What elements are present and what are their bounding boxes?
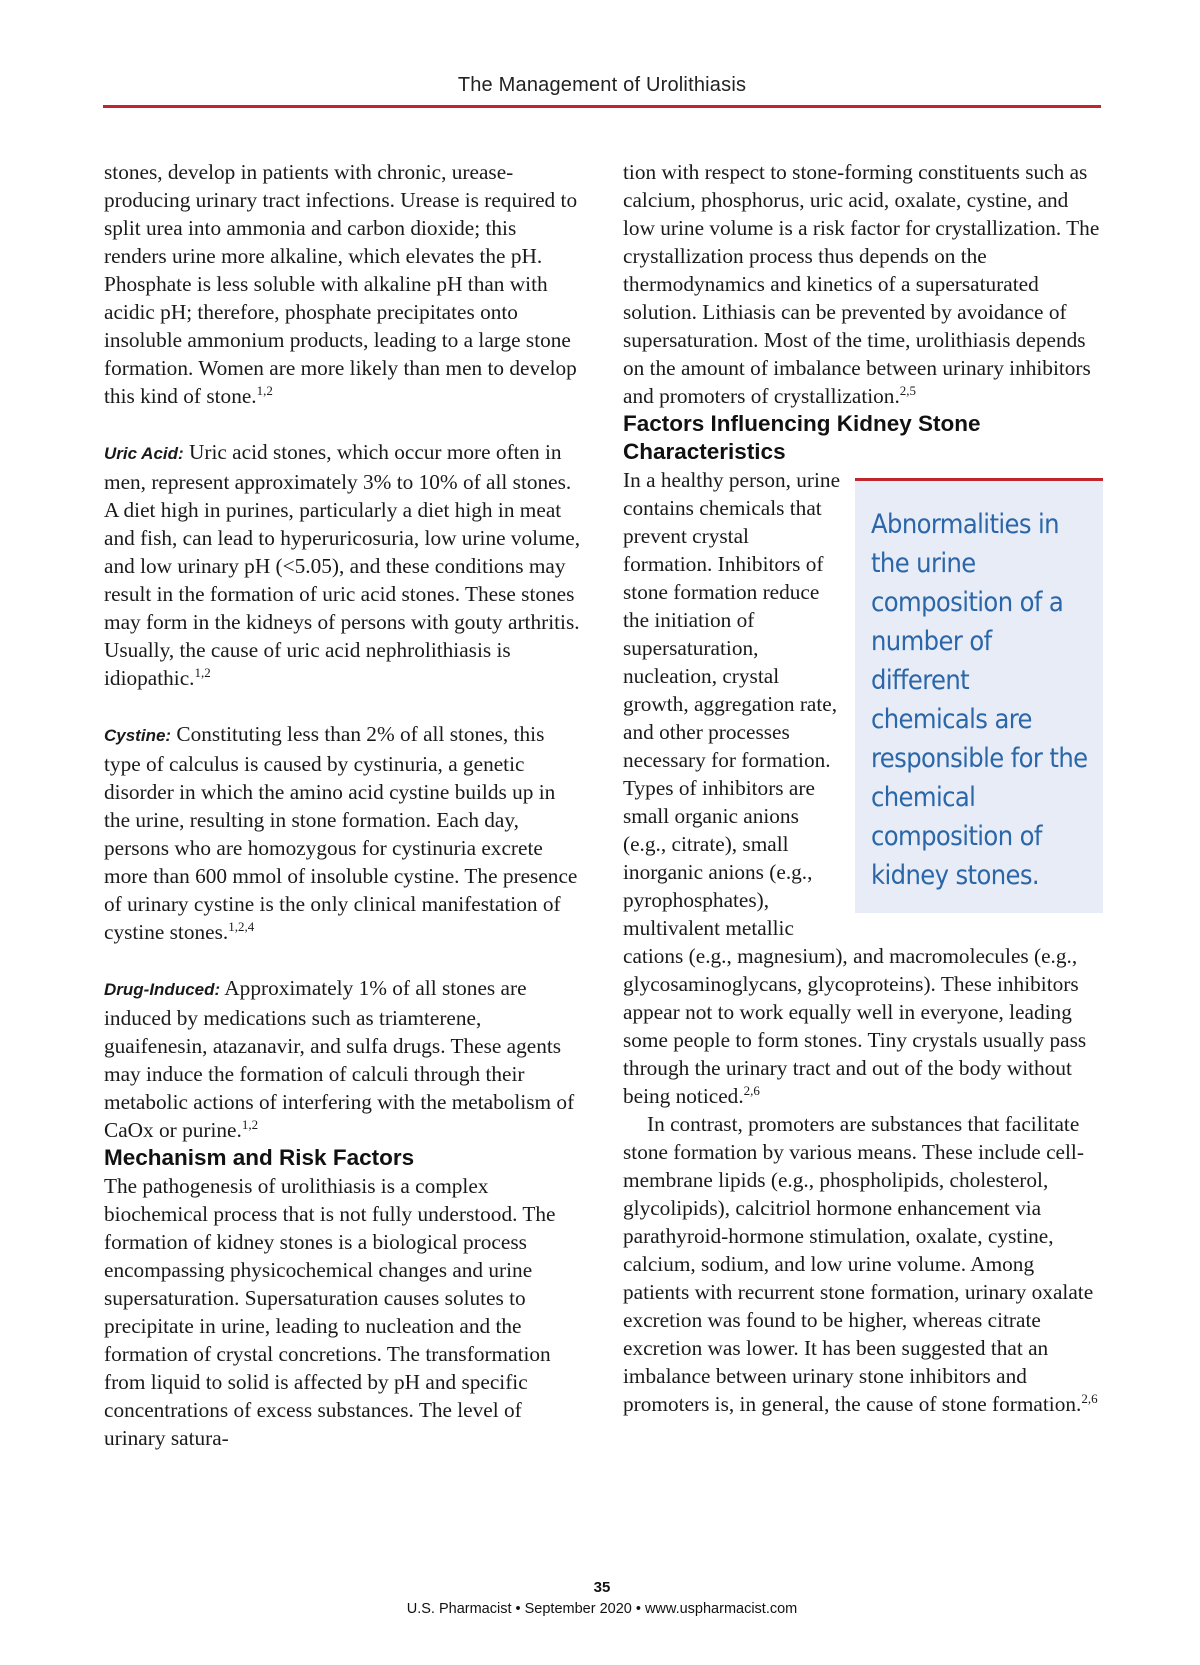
pull-quote-text: Abnormalities in the urine composition of a number of different chemicals are responsible for the chemical composition of kidney stones. — [871, 509, 1088, 891]
cystine-label: Cystine: — [104, 726, 172, 745]
cystine-text: Constituting less than 2% of all stones, this type of calculus is caused by cystinuria, a genetic disorder in which the amino acid cystine builds up in the urine, resulting in stone formation. Each day, persons who are homozygous for cystinuria excrete more than 600 mmol of insoluble cystine. The presence of urinary cystine is the only clinical manifestation of cystine stones. — [104, 722, 578, 944]
right-column — [623, 158, 1103, 1418]
page-number: 35 — [593, 1579, 611, 1596]
uric-acid-paragraph — [104, 438, 582, 692]
factors-text: In a healthy person, urine contains chemicals that prevent crystal formation. Inhibitors of stone formation reduce the initiation of supersaturation, nucleation, crystal growth, aggregation rate, and other processes necessary for formation. Types of inhibitors are small organic anions (e.g., citrate), small inorganic anions (e.g., pyrophosphates), multivalent metallic cations (e.g., magnesium), and macromolecules (e.g., glycosaminoglycans, glycoproteins). These inhibitors appear not to work equally well in everyone, leading some people to form stones. Tiny crystals usually pass through the urinary tract and out of the body without being noticed. — [623, 468, 1087, 1108]
promoters-text: In contrast, promoters are substances that facilitate stone formation by various means. These include cell-membrane lipids (e.g., phospholipids, cholesterol, glycolipids), calcitriol hormone enhancement via parathyroid-hormone stimulation, oxalate, cystine, calcium, sodium, and low urine volume. Among patients with recurrent stone formation, urinary oxalate excretion was found to be higher, whereas citrate excretion was lower. It has been suggested that an imbalance between urinary stone inhibitors and promoters is, in general, the cause of stone formation. — [623, 1112, 1094, 1416]
uric-acid-text: Uric acid stones, which occur more often in men, represent approximately 3% to 10% of all stones. A diet high in purines, particularly a diet high in meat and fish, can lead to hyperuricosuria, low urine volume, and low urinary pH (<5.05), and these conditions may result in the formation of uric acid stones. These stones may form in the kidneys of persons with gouty arthritis. Usually, the cause of uric acid nephrolithiasis is idiopathic. — [104, 440, 581, 690]
drug-induced-label: Drug-Induced: — [104, 980, 221, 999]
struvite-paragraph — [104, 158, 582, 410]
publication-footer: U.S. Pharmacist • September 2020 • www.uspharmacist.com — [406, 1601, 798, 1617]
left-column — [104, 158, 582, 1452]
running-title: The Management of Urolithiasis — [457, 74, 747, 96]
uric-acid-label: Uric Acid: — [104, 444, 184, 463]
saturation-refs: 2,5 — [899, 383, 917, 398]
struvite-text: stones, develop in patients with chronic, urease-producing urinary tract infections. Urease is required to split urea into ammonia and carbon dioxide; this renders urine more alkaline, which elevates the pH. Phosphate is less soluble with alkaline pH than with acidic pH; therefore, phosphate precipitates onto insoluble ammonium products, leading to a large stone formation. Women are more likely than men to develop this kind of stone. — [104, 160, 578, 408]
factors-heading: Factors Influencing Kidney Stone Characteristics — [623, 411, 981, 464]
mechanism-heading: Mechanism and Risk Factors — [104, 1145, 415, 1170]
drug-induced-text: Approximately 1% of all stones are induced by medications such as triamterene, guaifenesin, atazanavir, and sulfa drugs. These agents may induce the formation of calculi through their metabolic actions of interfering with the metabolism of CaOx or purine. — [104, 976, 575, 1142]
saturation-paragraph — [623, 158, 1103, 410]
struvite-refs: 1,2 — [256, 383, 273, 398]
factors-refs: 2,6 — [743, 1083, 760, 1098]
cystine-paragraph — [104, 720, 582, 946]
drug-induced-paragraph — [104, 974, 582, 1144]
drug-induced-refs: 1,2 — [241, 1117, 259, 1132]
header-rule — [103, 105, 1101, 108]
uric-acid-refs: 1,2 — [194, 665, 211, 680]
cystine-refs: 1,2,4 — [228, 919, 255, 934]
promoters-paragraph — [623, 1110, 1103, 1418]
mechanism-paragraph: The pathogenesis of urolithiasis is a complex biochemical process that is not fully understood. The formation of kidney stones is a biological process encompassing physicochemical changes and urine supersaturation. Supersaturation causes solutes to precipitate in urine, leading to nucleation and the formation of crystal concretions. The transformation from liquid to solid is affected by pH and specific concentrations of excess substances. The level of urinary satura- — [104, 1174, 556, 1450]
promoters-refs: 2,6 — [1081, 1391, 1098, 1406]
saturation-text: tion with respect to stone-forming constituents such as calcium, phosphorus, uric acid, oxalate, cystine, and low urine volume is a risk factor for crystallization. The crystallization process thus depends on the thermodynamics and kinetics of a supersaturated solution. Lithiasis can be prevented by avoidance of supersaturation. Most of the time, urolithiasis depends on the amount of imbalance between urinary inhibitors and promoters of crystallization. — [623, 160, 1100, 408]
pull-quote-box — [855, 478, 1103, 913]
